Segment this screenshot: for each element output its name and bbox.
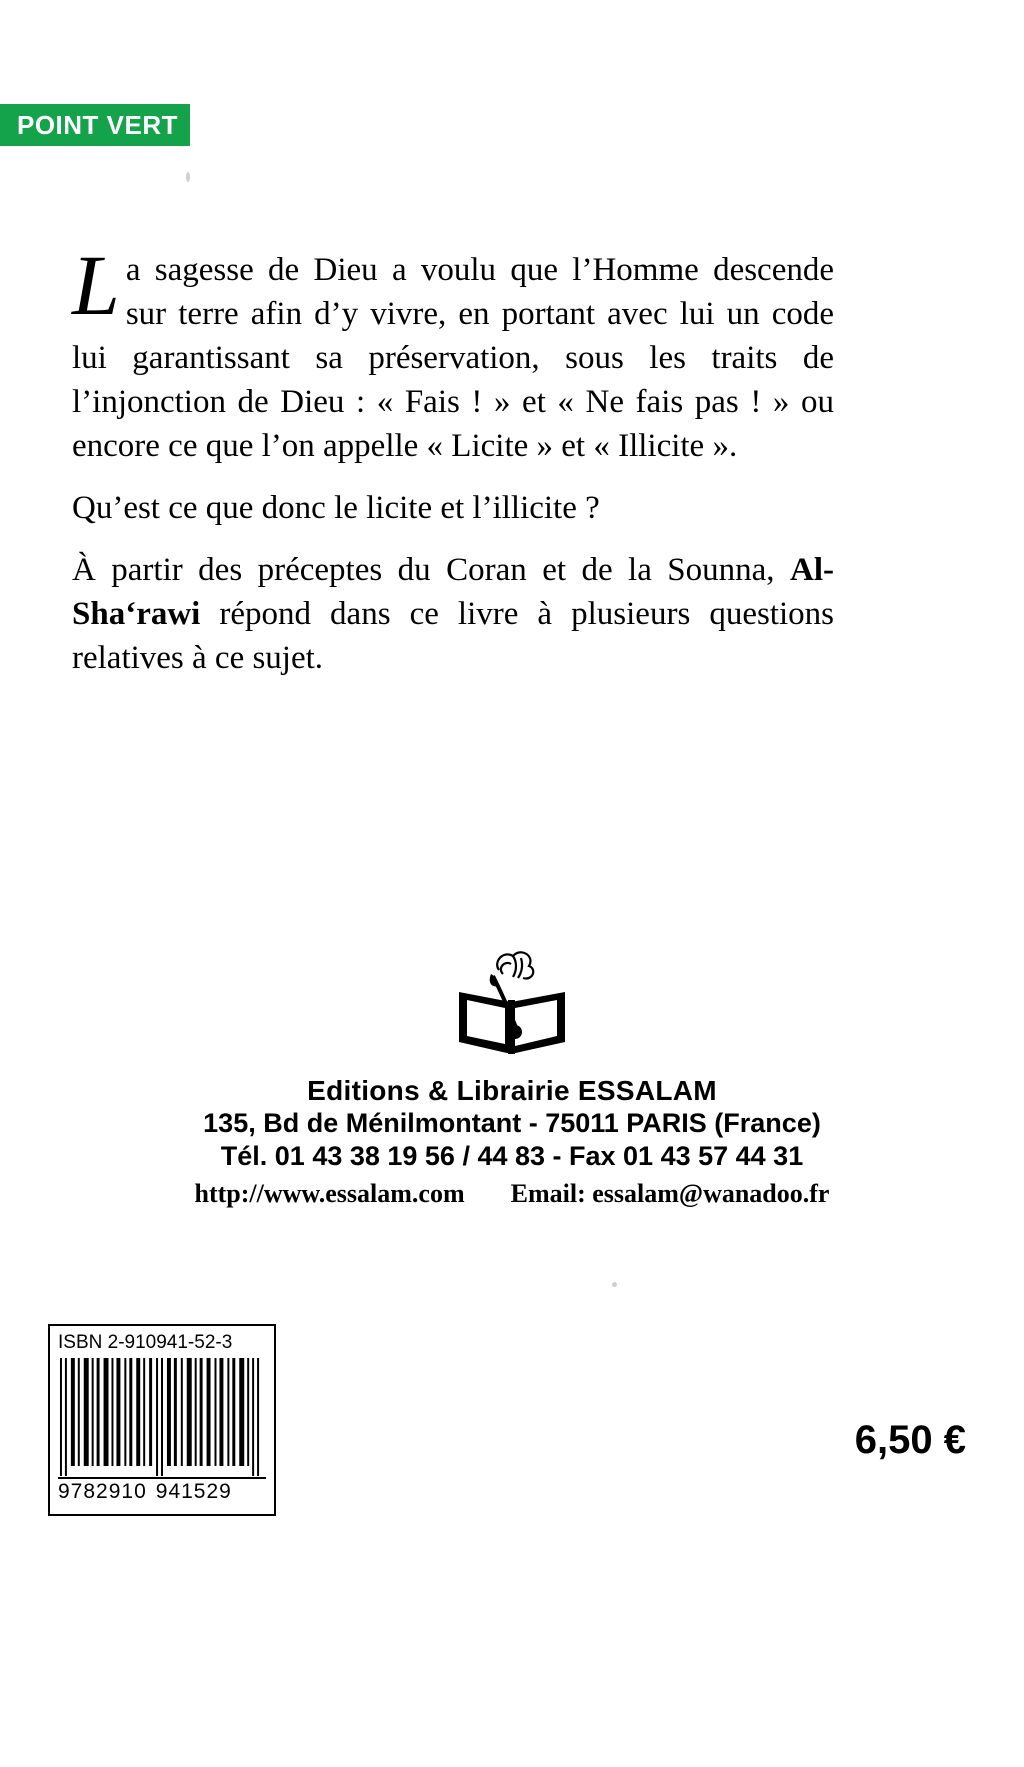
back-cover-blurb [72, 237, 834, 684]
author-name: Al-Sha‘rawi [72, 552, 834, 632]
paper-speck [186, 172, 190, 182]
blurb-paragraph-1-text: a sagesse de Dieu a voulu que l’Homme descende sur terre afin d’y vivre, en portant avec lui un code lui garantissant sa préservation, sous les traits de l’injonction de Dieu : « Fais ! » et « Ne fais pas ! » ou encore ce que l’on appelle « Licite » et « Illicite ». [72, 252, 834, 464]
point-vert-label: POINT VERT [16, 109, 178, 140]
publisher-website[interactable]: http://www.essalam.com [194, 1179, 465, 1208]
point-vert-banner [0, 104, 190, 146]
publisher-block [0, 1074, 1024, 1210]
isbn-label: ISBN 2-910941-52-3 [58, 1332, 233, 1353]
price-label: 6,50 € [854, 1418, 966, 1462]
publisher-email[interactable]: Email: essalam@wanadoo.fr [510, 1179, 830, 1208]
publisher-contact-line [0, 1177, 1024, 1210]
ean-right: 941529 [155, 1480, 232, 1503]
publisher-address: 135, Bd de Ménilmontant - 75011 PARIS (France) [203, 1108, 821, 1138]
paper-speck [612, 1282, 617, 1287]
publisher-phone: Tél. 01 43 38 19 56 / 44 83 - Fax 01 43 57 44 31 [220, 1141, 804, 1171]
barcode [48, 1324, 276, 1516]
ean-left: 9782910 [58, 1480, 147, 1503]
publisher-name: Editions & Librairie ESSALAM [307, 1075, 717, 1106]
drop-cap: L [72, 237, 120, 333]
ean-number [58, 1477, 266, 1504]
blurb-paragraph-3-before: À partir des préceptes du Coran et de la Sounna, [72, 552, 790, 588]
open-book-logo [447, 936, 577, 1066]
barcode-bars [58, 1358, 266, 1476]
blurb-paragraph-3 [72, 548, 834, 680]
blurb-paragraph-1 [72, 237, 834, 468]
blurb-paragraph-3-after: répond dans ce livre à plusieurs questions relatives à ce sujet. [72, 596, 834, 676]
blurb-paragraph-2: Qu’est ce que donc le licite et l’illicite ? [72, 490, 600, 526]
